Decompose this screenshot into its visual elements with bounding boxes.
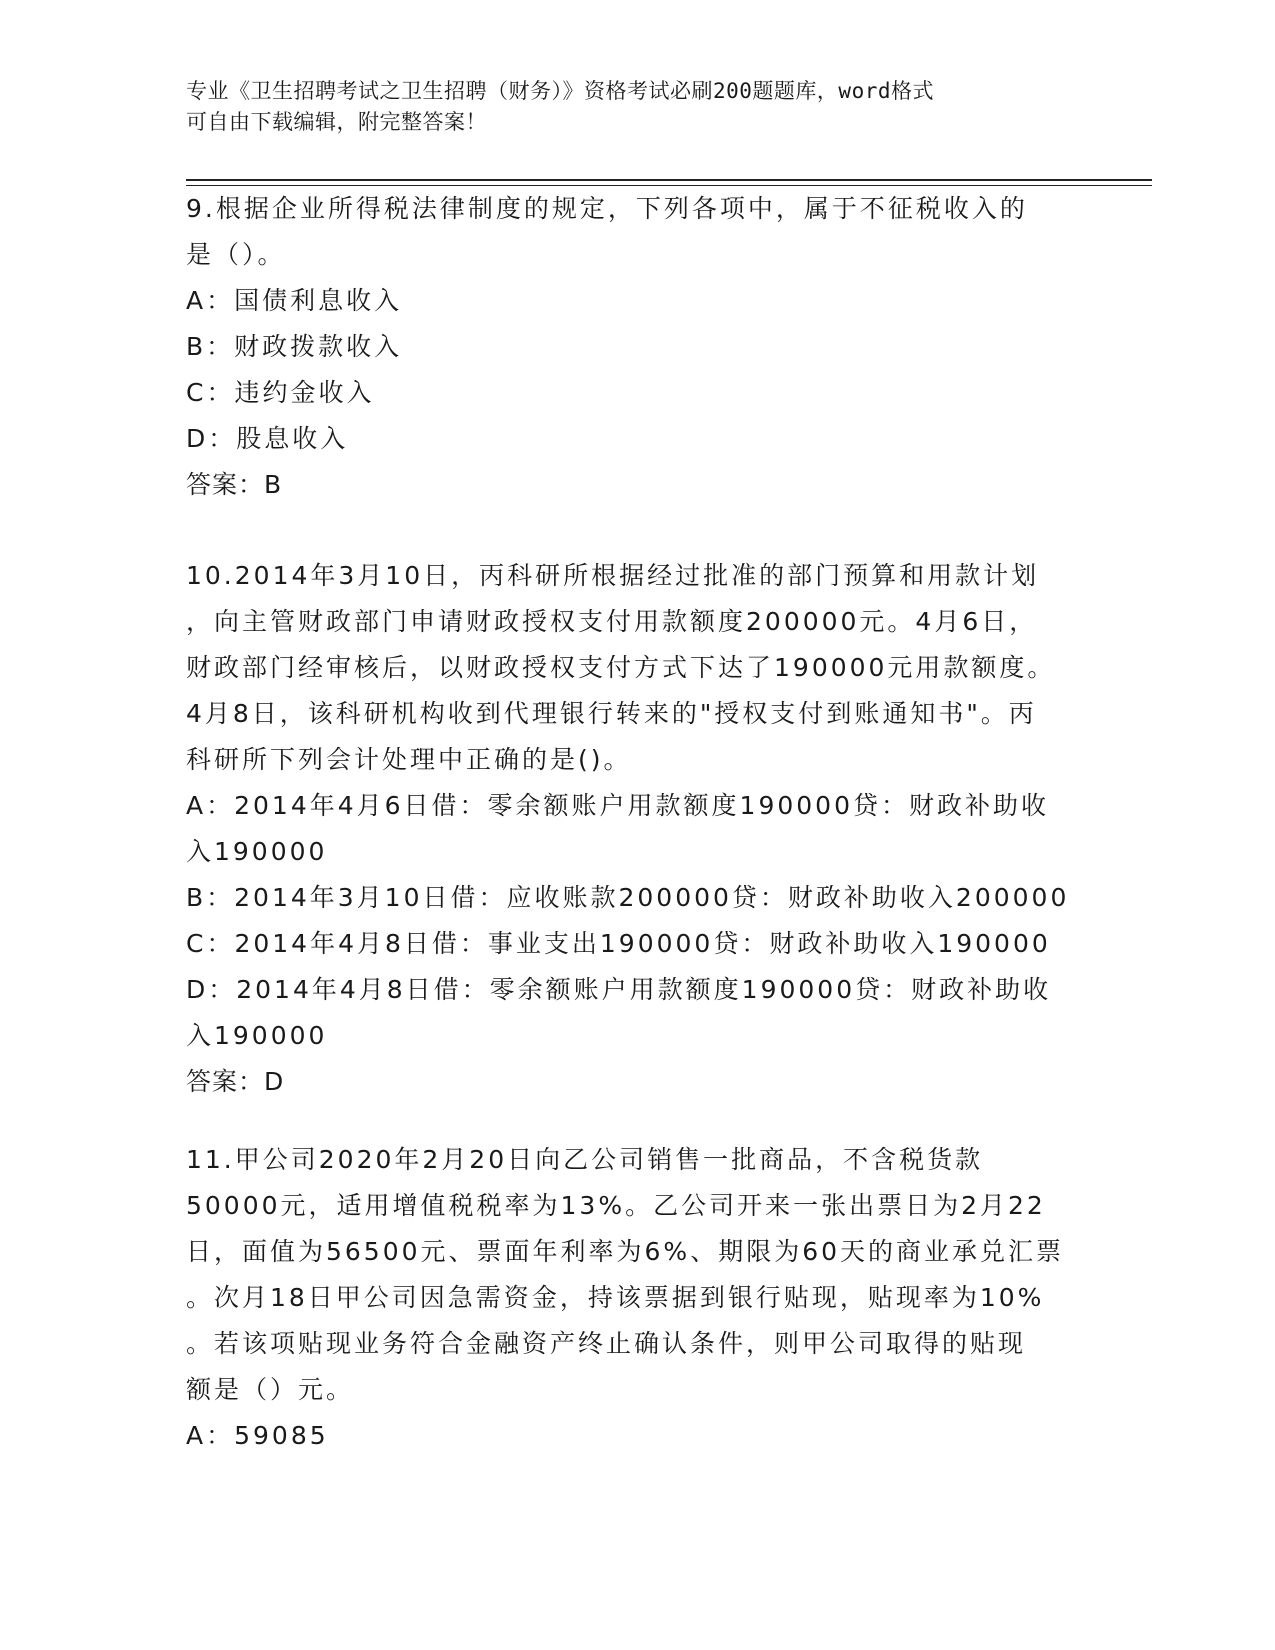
question-stem-line: 10.2014年3月10日，丙科研所根据经过批准的部门预算和用款计划 <box>186 561 1040 590</box>
header-divider-thick <box>186 179 1152 181</box>
question-stem-line: 。若该项贴现业务符合金融资产终止确认条件，则甲公司取得的贴现 <box>186 1329 1027 1358</box>
question-9 <box>186 186 1086 508</box>
header-line-1: 专业《卫生招聘考试之卫生招聘（财务）》资格考试必刷200题题库，word格式 <box>186 79 934 103</box>
option-a: A：59085 <box>186 1421 329 1450</box>
option-a: A：2014年4月6日借：零余额账户用款额度190000贷：财政补助收 <box>186 791 1049 820</box>
question-stem-line: ，向主管财政部门申请财政授权支付用款额度200000元。4月6日， <box>186 607 1038 636</box>
question-stem-line: 财政部门经审核后，以财政授权支付方式下达了190000元用款额度。 <box>186 653 1056 682</box>
option-c: C：违约金收入 <box>186 378 375 407</box>
option-d: D：股息收入 <box>186 424 349 453</box>
option-d: D：2014年4月8日借：零余额账户用款额度190000贷：财政补助收 <box>186 975 1052 1004</box>
question-stem-line: 50000元，适用增值税税率为13%。乙公司开来一张出票日为2月22 <box>186 1191 1046 1220</box>
header-line-2: 可自由下载编辑，附完整答案！ <box>186 110 487 134</box>
option-d-continued: 入190000 <box>186 1021 328 1050</box>
question-10 <box>186 553 1086 1105</box>
question-stem-line: 9.根据企业所得税法律制度的规定，下列各项中，属于不征税收入的 <box>186 194 1028 223</box>
question-stem-line: 日，面值为56500元、票面年利率为6%、期限为60天的商业承兑汇票 <box>186 1237 1065 1266</box>
question-stem-line: 是（）。 <box>186 240 286 269</box>
question-stem-line: 科研所下列会计处理中正确的是()。 <box>186 745 632 774</box>
question-stem-line: 11.甲公司2020年2月20日向乙公司销售一批商品，不含税货款 <box>186 1145 984 1174</box>
answer: 答案：B <box>186 470 283 499</box>
document-header <box>186 76 1066 138</box>
question-stem-line: 额是（）元。 <box>186 1375 355 1404</box>
question-11 <box>186 1137 1086 1459</box>
option-a: A：国债利息收入 <box>186 286 403 315</box>
answer: 答案：D <box>186 1067 285 1096</box>
option-a-continued: 入190000 <box>186 837 328 866</box>
question-stem-line: 。次月18日甲公司因急需资金，持该票据到银行贴现，贴现率为10% <box>186 1283 1045 1312</box>
option-b: B：2014年3月10日借：应收账款200000贷：财政补助收入200000 <box>186 883 1070 912</box>
option-c: C：2014年4月8日借：事业支出190000贷：财政补助收入190000 <box>186 929 1051 958</box>
question-stem-line: 4月8日，该科研机构收到代理银行转来的"授权支付到账通知书"。丙 <box>186 699 1037 728</box>
option-b: B：财政拨款收入 <box>186 332 403 361</box>
